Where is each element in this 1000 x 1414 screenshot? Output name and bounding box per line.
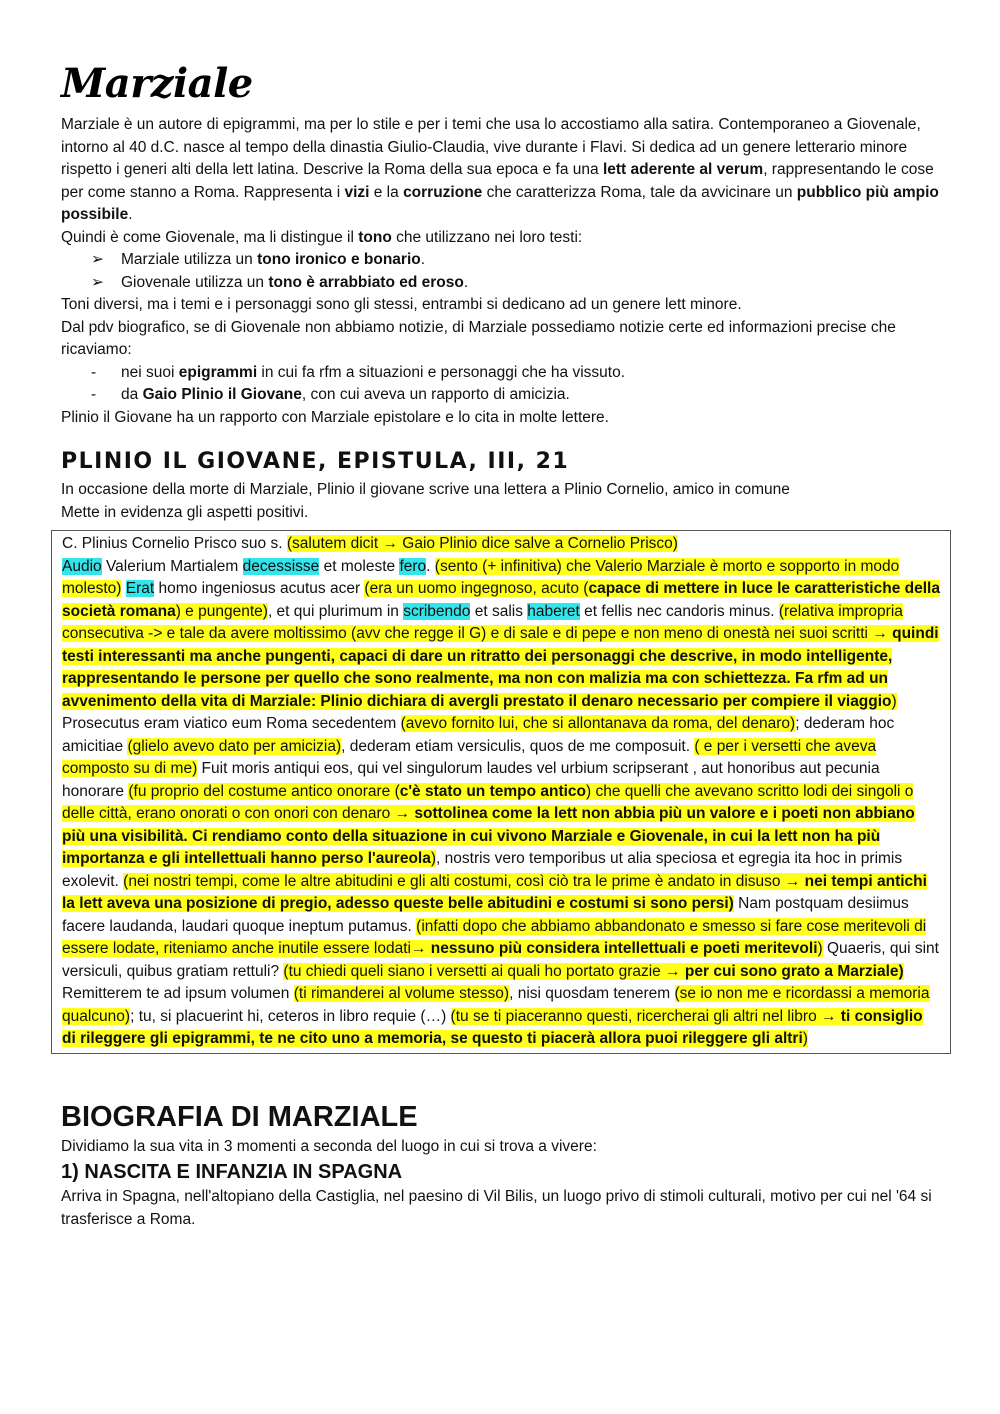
highlighted-bold-note: → quindi testi interessanti ma anche pungenti, capaci di dare un ritratto dei personaggi che descrive, in modo intelligente, rappresentando le persone per quello che sono realmente, ma non con malizia ma con schiettezza. Fa rfm ad un avvenimento della vita di Marziale: Plinio dichiara di avergli prestato il denaro necessario per compiere il viaggio [62,625,939,710]
highlighted-translation: (sento (+ infinitiva) che Valerio Marziale è morto e sopporto in modo molesto) [62,557,900,597]
text: Giovenale utilizza un [121,273,269,291]
intro-paragraph-2 [61,227,941,250]
text: da [121,386,143,403]
highlighted-translation: ) e pungente) [175,602,268,620]
cyan-highlighted-word: decessisse [242,557,320,575]
latin-text: , nisi quosdam tenerem [509,985,675,1002]
latin-text: et salis [470,602,528,620]
text: che caratterizza Roma, tale da avvicinare un [482,183,797,201]
latin-text: Nam postquam desiimus facere laudanda, laudari quoque ineptum putamus. [62,895,909,935]
cyan-highlighted-word: haberet [527,602,580,620]
latin-text: ; dederam hoc amicitiae [62,715,895,755]
cyan-highlighted-word: scribendo [403,602,471,620]
highlighted-translation: (avevo fornito lui, che si allontanava da roma, del denaro) [400,715,796,732]
latin-text: C. Plinius Cornelio Prisco suo s. [62,535,287,552]
text: e la [369,183,404,201]
highlighted-bold-note: c'è stato un tempo antico [399,782,587,800]
latin-text: Fuit moris antiqui eos, qui vel singulorum laudes vel urbium scripserant , aut honoribus aut pecunia honorare [62,760,880,800]
highlighted-translation: (relativa impropria consecutiva -> e tale da avere moltissimo (avv che regge il G) e di sale e di pepe e non meno di onestà nei suoi scritti [62,602,903,642]
text: nei suoi [121,363,179,381]
highlighted-translation: ) [430,850,437,867]
intro-paragraph-5: Plinio il Giovane ha un rapporto con Marziale epistolare e lo cita in molte lettere. [61,408,609,426]
list-item [61,384,941,407]
highlighted-bold-note: → nessuno più considera intellettuali e poeti meritevoli [410,940,818,957]
text: Quindi è come Giovenale, ma li distingue il [61,228,359,246]
letter-paragraph-1 [62,556,940,714]
bold-text: Gaio Plinio il Giovane [142,386,302,403]
bold-text: tono [358,228,392,246]
dash-bullet-icon: - [91,363,97,381]
bold-text: vizi [344,183,370,201]
latin-text: Quaeris, qui sint versiculi, quibus gratiam rettuli? [62,940,939,980]
text: . [463,273,469,291]
latin-text: Valerium Martialem [101,557,243,575]
tone-list [61,249,941,294]
list-item [61,272,941,295]
latin-text: , nostris vero temporibus ut alia speciosa et egregia ita hoc in primis exolevit. [62,850,903,890]
intro-paragraph-3: Toni diversi, ma i temi e i personaggi sono gli stessi, entrambi si dedicano ad un genere lett minore. [61,296,742,313]
text: , rappresentando le cose per come stanno a Roma. Rappresenta i [61,161,934,201]
latin-text: , dederam etiam versiculis, quos de me composuit. [341,737,695,755]
highlighted-translation: (era un uomo ingegnoso, acuto ( [364,580,589,597]
bold-text: lett aderente al verum [602,161,764,178]
text: Marziale è un autore di epigrammi, ma per lo stile e per i temi che usa lo accostiamo alla satira. Contemporaneo a Giovenale, intorno al 40 d.C. nasce al tempo della dinastia Giulio-Claudia, vive durante i Flavi. Si dedica ad un genere letterario minore rispetto i generi alti della lett latina. Descrive la Roma della sua epoca e fa una [61,116,921,178]
section-heading-biografia: BIOGRAFIA DI MARZIALE [61,1100,418,1133]
section2-paragraph-2: Mette in evidenza gli aspetti positivi. [61,503,309,521]
subsection-heading: 1) NASCITA E INFANZIA IN SPAGNA [61,1161,403,1183]
cyan-highlighted-word: Erat [125,580,155,597]
list-item [61,249,941,272]
bold-text: epigrammi [178,363,258,381]
highlighted-translation: (se io non me e ricordassi a memoria qualcuno) [62,985,930,1025]
text: , con cui aveva un rapporto di amicizia. [301,386,570,403]
latin-text: homo ingeniosus acutus acer [154,580,365,597]
list-item [61,362,941,385]
cyan-highlighted-word: fero [399,557,427,575]
cyan-highlighted-word: Audio [62,557,102,575]
letter-text-box [51,530,951,1054]
highlighted-translation: (fu proprio del costume antico onorare ( [128,782,400,800]
dash-bullet-icon: - [91,386,97,403]
arrow-bullet-icon: ➢ [91,251,104,268]
latin-text: et fellis nec candoris minus. [579,602,779,620]
text: in cui fa rfm a situazioni e personaggi che ha vissuto. [257,363,626,381]
highlighted-translation: (glielo avevo dato per amicizia) [127,737,342,755]
bold-text: corruzione [403,183,483,201]
bold-text: tono è arrabbiato ed eroso [268,273,464,291]
arrow-bullet-icon: ➢ [91,273,104,291]
letter-paragraph-2 [62,713,940,983]
highlighted-translation: ) che quelli che avevano scritto lodi dei singoli o delle città, erano onorati o con onori con denaro [62,782,914,822]
highlighted-bold-note: → per cui sono grato a Marziale) [665,962,904,980]
highlighted-translation: (salutem dicit → Gaio Plinio dice salve a Cornelio Prisco) [286,535,678,552]
bold-text: tono ironico e bonario [257,251,421,268]
section3-paragraph-2: Arriva in Spagna, nell'altopiano della Castiglia, nel paesino di Vil Bilis, un luogo privo di stimoli culturali, motivo per cui nel '64 si trasferisce a Roma. [61,1188,932,1228]
text: Marziale utilizza un [121,251,258,268]
highlighted-translation: (ti rimanderei al volume stesso) [293,985,510,1002]
latin-text: Remitterem te ad ipsum volumen [62,985,294,1002]
text: che utilizzano nei loro testi: [391,228,583,246]
highlighted-translation: (tu se ti piaceranno questi, ricercherai gli altri nel libro [450,1007,821,1025]
highlighted-bold-note: → sottolinea come la lett non abbia più un valore e i poeti non abbiano più una visibilità. Ci rendiamo conto della situazione in cui vivono Marziale e Giovenale, in cui la lett non ha più importanza e gli intellettuali hanno perso l'aureola [62,805,915,867]
document-page [61,58,941,1231]
highlighted-translation: (nei nostri tempi, come le altre abitudini e gli alti costumi, così ciò tra le prime è andato in disuso [123,872,785,890]
highlighted-translation: (infatti dopo che abbiamo abbandonato e smesso si fare cose meritevoli di essere lodate, riteniamo anche inutile essere lodati [62,917,927,957]
latin-text: et moleste [319,557,400,575]
latin-text: ; tu, si placuerint hi, ceteros in libro requie (…) [130,1007,451,1025]
letter-paragraph-3 [62,983,940,1051]
highlighted-translation: (tu chiedi queli siano i versetti ai quali ho portato grazie [283,962,666,980]
latin-text: . [426,557,435,575]
highlighted-translation: ) [802,1030,808,1047]
latin-text: , et qui plurimum in [267,602,404,620]
intro-paragraph-4: Dal pdv biografico, se di Giovenale non abbiamo notizie, di Marziale possediamo notizie certe ed informazioni precise che ricaviamo: [61,318,896,358]
highlighted-translation: ) [817,940,823,957]
highlighted-translation: ( e per i versetti che aveva composto su di me) [62,737,877,777]
section-heading-epistula: PLINIO IL GIOVANE, EPISTULA, III, 21 [61,449,570,474]
text: . [128,206,133,223]
text: . [420,251,426,268]
letter-line-1 [62,533,940,556]
section3-paragraph-1: Dividiamo la sua vita in 3 momenti a seconda del luogo in cui si trova a vivere: [61,1137,597,1155]
highlighted-bold-note: capace di mettere in luce le caratteristiche della società romana [62,580,940,620]
sources-list [61,362,941,407]
bold-text: pubblico più ampio possibile [61,183,939,223]
highlighted-bold-note: → ti consiglio di rileggere gli epigrammi, te ne cito uno a memoria, se questo ti piacerà allora puoi rileggere gli altri [62,1007,923,1047]
highlighted-bold-note: → nei tempi antichi la lett aveva una posizione di pregio, adesso queste belle abitudini e costumi si sono persi) [62,872,927,912]
highlighted-translation: ) [891,692,897,710]
page-title: Marziale [61,60,253,107]
section2-paragraph-1: In occasione della morte di Marziale, Plinio il giovane scrive una lettera a Plinio Cornelio, amico in comune [61,481,790,498]
intro-paragraph-1 [61,114,941,227]
latin-text: Prosecutus eram viatico eum Roma secedentem [62,715,401,732]
